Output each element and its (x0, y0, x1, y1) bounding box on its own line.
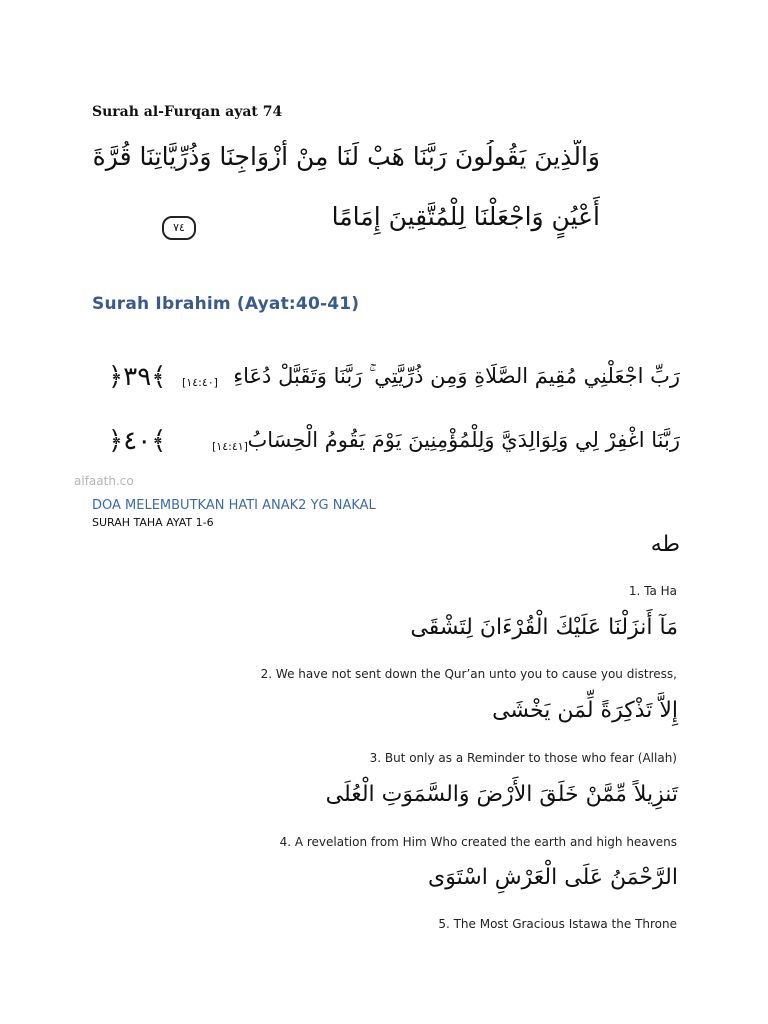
verse-5-translation: 5. The Most Gracious Istawa the Throne (438, 917, 677, 931)
verse-2-arabic: مَآ أَنزَلْنَا عَلَيْكَ الْقُرْءَانَ لِتَشْقَى (410, 615, 678, 640)
verse-4-arabic: تَنزِيلاً مِّمَّنْ خَلَقَ الأَرْضَ وَالسَّمَوَتِ الْعُلَى (325, 782, 678, 807)
ibrahim-line-1: رَبِّ اجْعَلْنِي مُقِيمَ الصَّلَاةِ وَمِن ذُرِّيَّتِي ۚ رَبَّنَا وَتَقَبَّلْ دُعَاءِ (233, 364, 680, 388)
ayah-mark-39: ﴿٣٩﴾ (108, 362, 167, 392)
ayah-number-badge: ٧٤ (162, 216, 196, 240)
furqan-line-2: أَعْيُنٍ وَاجْعَلْنَا لِلْمُتَّقِينَ إِمَامًا (331, 202, 600, 231)
verse-ref-14-40: [١٤:٤٠] (182, 376, 218, 389)
surah-taha-subtitle: SURAH TAHA AYAT 1-6 (92, 516, 214, 529)
doa-heading: DOA MELEMBUTKAN HATI ANAK2 YG NAKAL (92, 498, 376, 513)
verse-ref-14-41: [١٤:٤١] (212, 440, 248, 453)
watermark-text: alfaath.co (74, 474, 134, 488)
ibrahim-line-2: رَبَّنَا اغْفِرْ لِي وَلِوَالِدَيَّ وَلِلْمُؤْمِنِينَ يَوْمَ يَقُومُ الْحِسَابُ (247, 428, 680, 452)
section-title-furqan: Surah al-Furqan ayat 74 (92, 104, 283, 120)
ibrahim-verse-image (100, 352, 680, 470)
verse-1-arabic: طه (650, 532, 680, 557)
furqan-verse-image (92, 140, 600, 260)
verse-5-arabic: الرَّحْمَنُ عَلَى الْعَرْشِ اسْتَوَى (428, 865, 678, 890)
ayah-mark-40: ﴿٤٠﴾ (108, 426, 167, 456)
verse-2-translation: 2. We have not sent down the Qur’an unto you to cause you distress, (260, 667, 677, 681)
verse-1-translation: 1. Ta Ha (628, 584, 677, 598)
furqan-line-1: وَالَّذِينَ يَقُولُونَ رَبَّنَا هَبْ لَنَا مِنْ أَزْوَاجِنَا وَذُرِّيَّاتِنَا قُرَّةَ (92, 142, 600, 171)
section-title-ibrahim: Surah Ibrahim (Ayat:40-41) (92, 294, 360, 314)
verse-3-arabic: إِلاَّ تَذْكِرَةً لِّمَن يَخْشَى (492, 698, 678, 723)
verse-4-translation: 4. A revelation from Him Who created the earth and high heavens (279, 835, 677, 849)
verse-3-translation: 3. But only as a Reminder to those who fear (Allah) (369, 751, 677, 765)
